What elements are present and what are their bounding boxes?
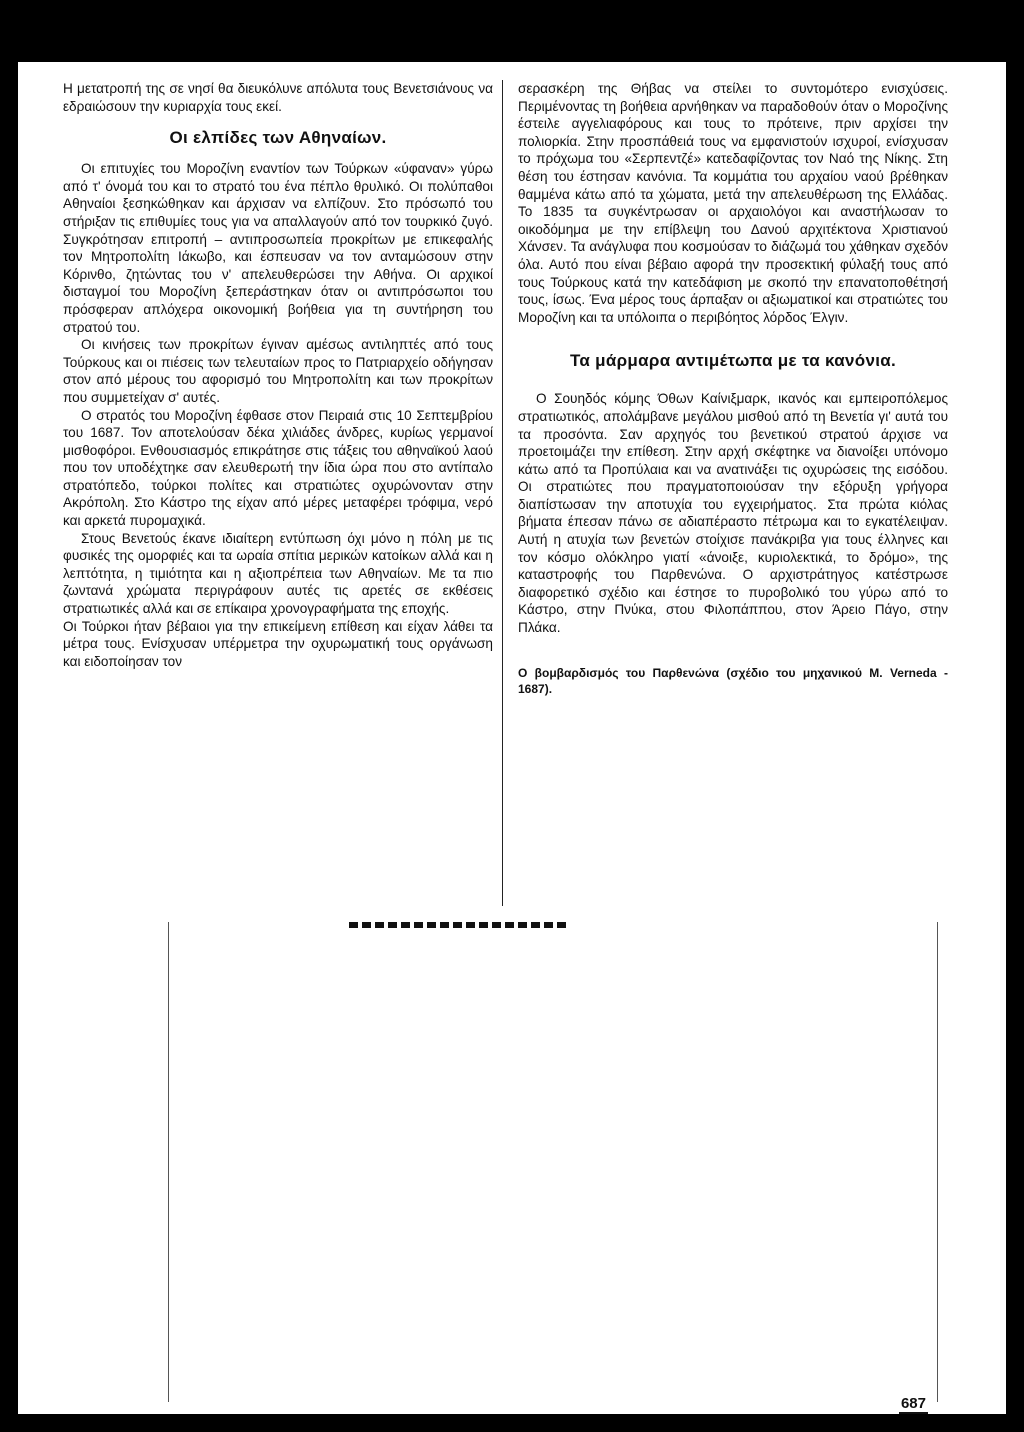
document-page	[18, 62, 1006, 1414]
right-column	[518, 80, 948, 697]
section-heading: Τα μάρμαρα αντιμέτωπα με τα κανόνια.	[569, 351, 897, 371]
paragraph: σερασκέρη της Θήβας να στείλει το συντομότερο ενισχύσεις. Περιμένοντας τη βοήθεια αρνήθηκαν να παραδοθούν όταν ο Μοροζίνης έστειλε αγγελιαφόρους και τους το πρότεινε, πριν αρχίσει την πολιορκία. Στην προσπάθειά τους να εμφανιστούν ισχυροί, ενίσχυσαν το πρόχωμα του «Σερπεντζέ» κατεδαφίζοντας τον Ναό της Νίκης. Στη θέση του έστησαν κανόνια. Τα κομμάτια του αρχαίου ναού βρέθηκαν θαμμένα κάτω από τα χώματα, μετά την απελευθέρωση της Ελλάδας. Το 1835 τα συγκέντρωσαν οι αρχαιολόγοι και αναστήλωσαν το οικοδόμημα με την επίβλεψη του Δανού αρχιτέκτονα Χριστιανού Χάνσεν. Τα ανάγλυφα που κοσμούσαν το διάζωμά του χάθηκαν σχεδόν όλα. Αυτό που είναι βέβαιο αφορά την προσεκτική φύλαξή τους από τους Τούρκους κατά την κατεδάφιση με σκοπό την επανατοποθέτησή τους, ίσως. Ένα μέρος τους άρπαξαν οι αξιωματικοί και στρατιώτες του Μοροζίνη και τα υπόλοιπα ο περιβόητος λόρδος Έλγιν.	[518, 81, 948, 325]
column-divider	[502, 80, 503, 906]
left-column	[63, 80, 493, 670]
paragraph: Ο στρατός του Μοροζίνη έφθασε στον Πειραιά στις 10 Σεπτεμβρίου του 1687. Τον αποτελούσαν δέκα χιλιάδες άνδρες, κυρίως γερμανοί μισθοφόροι. Ενθουσιασμός επικράτησε στις τάξεις του αθηναϊκού λαού που τον υποδέχτηκε σαν ελευθερωτή την ίδια ώρα που στο αντίπαλο στρατόπεδο, τούρκοι πολίτες και στρατιώτες οχυρώνονταν στην Ακρόπολη. Στο Κάστρο της είχαν από μέρες μεταφέρει τρόφιμα, νερό και αρκετά πυρομαχικά.	[63, 407, 493, 529]
section-heading: Οι ελπίδες των Αθηναίων.	[169, 128, 387, 148]
paragraph: Στους Βενετούς έκανε ιδιαίτερη εντύπωση όχι μόνο η πόλη με τις φυσικές της ομορφιές και τα ωραία σπίτια μερικών κατοίκων αλλά και η λεπτότητα, η τιμιότητα και η αξιοπρέπεια των Αθηναίων. Με τα πιο ζωντανά χρώματα περιγράφουν αυτές τις αρετές σε εκθέσεις στρατιωτικές αλλά και σε επίκαιρα χρονογραφήματα της εποχής.	[63, 530, 493, 617]
paragraph: Ο Σουηδός κόμης Όθων Καίνιξμαρκ, ικανός και εμπειροπόλεμος στρατιωτικός, απολάμβανε μεγάλου μισθού από τη Βενετία γι' αυτά του τα προσόντα. Σαν αρχηγός του βενετικού στρατού άρχισε να προετοιμάζει την επίθεση. Στην αρχή σκέφτηκε να διανοίξει υπόνομο κάτω από τα Προπύλαια και να ανατινάξει τις οχυρώσεις της εισόδου. Οι στρατιώτες που πραγματοποιούσαν την εξόρυξη γρήγορα διαπίστωσαν την αποτυχία του εγχειρήματος. Στα πρώτα κιόλας βήματα έπεσαν πάνω σε αδιαπέραστο πέτρωμα και το εγκατέλειψαν. Αυτή η ατυχία των βενετών στοίχισε πανάκριβα για τους έλληνες και τον κόσμο ολόκληρο γιατί «άνοιξε, κυριολεκτικά, το δρόμο», της καταστροφής του Παρθενώνα. Ο αρχιστράτηγος κατέστρωσε διαφορετικό σχέδιο και έστησε το πυροβολικό του γύρω από το Κάστρο, στην Πνύκα, στου Φιλοπάππου, στον Άρειο Πάγο, στην Πλάκα.	[518, 391, 948, 636]
paragraph: Οι κινήσεις των προκρίτων έγιναν αμέσως αντιληπτές από τους Τούρκους και οι πιέσεις των τελευταίων προς το Πατριαρχείο οδήγησαν στον από μέρους του αφορισμό του Μητροπολίτη και των προκρίτων που συμμετείχαν σ' αυτές.	[63, 337, 493, 405]
bombardment-illustration	[168, 922, 938, 1402]
page-number: 687	[900, 1395, 926, 1412]
paragraph: Οι Τούρκοι ήταν βέβαιοι για την επικείμενη επίθεση και είχαν λάθει τα μέτρα τους. Ενίσχυσαν υπέρμετρα την οχυρωματική τους οργάνωση και ειδοποίησαν τον	[63, 618, 493, 669]
illustration-ink-mark	[349, 922, 569, 928]
paragraph: Οι επιτυχίες του Μοροζίνη εναντίον των Τούρκων «ύφαναν» γύρω από τ' όνομά του και το στρατό του ένα πέπλο θρυλικό. Οι πολύπαθοι Αθηναίοι ξεσηκώθηκαν και άρχισαν να ελπίζουν. Στο πρόσωπό του στήριξαν τις επιθυμίες τους για να απαλλαγούν από τον τουρκικό ζυγό. Συγκρότησαν επιτροπή – αντιπροσωπεία προκρίτων με επικεφαλής τον Μητροπολίτη Ιάκωβο, και έσπευσαν να τον ανταμώσουν στην Κόρινθο, ζητώντας του ν' απελευθερώσει την Αθήνα. Οι αρχικοί δισταγμοί του Μοροζίνη ξεπεράστηκαν όταν οι αντιπρόσωποι του πρόσφεραν απλόχερα οικονομική βοήθεια για τη συντήρηση του στρατού του.	[63, 161, 493, 335]
figure-caption: Ο βομβαρδισμός του Παρθενώνα (σχέδιο του μηχανικού M. Verneda - 1687).	[518, 665, 948, 696]
paragraph: Η μετατροπή της σε νησί θα διευκόλυνε απόλυτα τους Βενετσιάνους να εδραιώσουν την κυριαρχία τους εκεί.	[63, 81, 493, 114]
